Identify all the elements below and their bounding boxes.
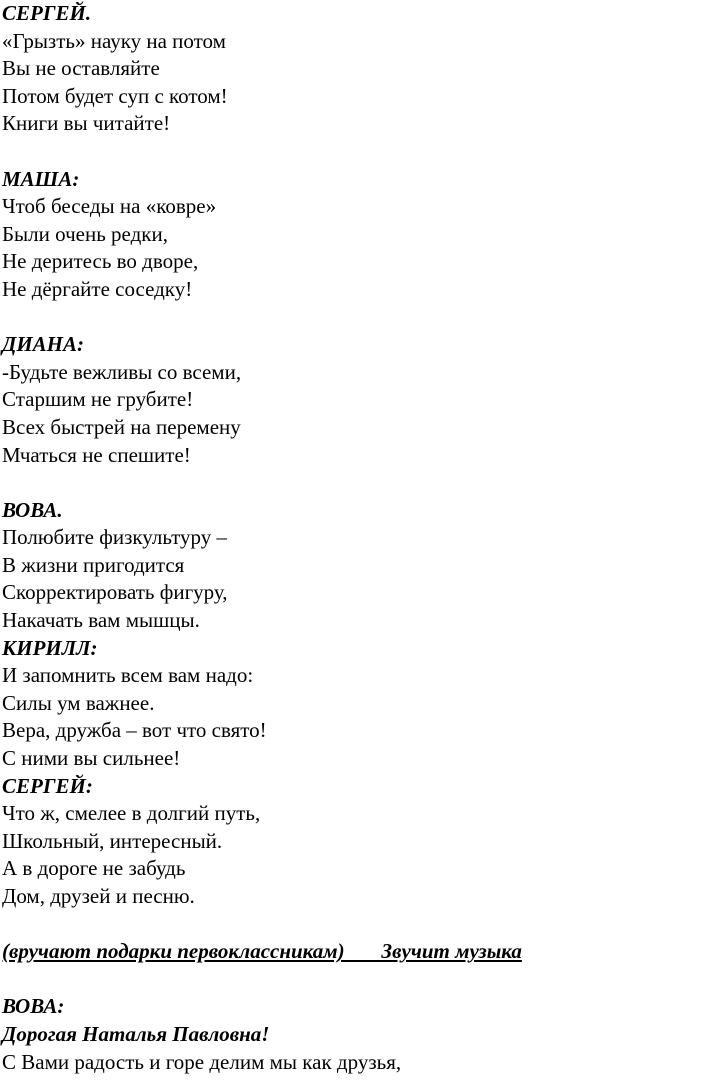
- verse-line: Полюбите физкультуру –: [2, 525, 227, 550]
- verse-line: -Будьте вежливы со всеми,: [2, 359, 242, 384]
- verse-line: Мчаться не спешите!: [2, 442, 191, 467]
- verse-line: Что ж, смелее в долгий путь,: [2, 801, 261, 826]
- blank-line: [2, 966, 702, 994]
- speaker-vova: ВОВА:: [2, 994, 65, 1019]
- speaker-vova: ВОВА.: [2, 497, 63, 522]
- document-page: [2, 0, 702, 1076]
- blank-line: [2, 911, 702, 939]
- blank-line: [2, 304, 702, 332]
- verse-line: Вы не оставляйте: [2, 56, 160, 81]
- speaker-diana: ДИАНА:: [2, 332, 85, 357]
- verse-line: Скорректировать фигуру,: [2, 580, 228, 605]
- verse-line: Не дёргайте соседку!: [2, 276, 193, 301]
- verse-line: Вера, дружба – вот что свято!: [2, 718, 267, 743]
- speaker-sergey: СЕРГЕЙ:: [2, 773, 93, 798]
- verse-line: Книги вы читайте!: [2, 111, 171, 136]
- verse-line: Дом, друзей и песню.: [2, 884, 195, 908]
- verse-line: С Вами радость и горе делим мы как друзья,: [2, 1049, 402, 1074]
- verse-line: С ними вы сильнее!: [2, 746, 181, 771]
- stage-direction: (вручают подарки первоклассникам) Звучит музыка: [2, 939, 522, 964]
- verse-line: Чтоб беседы на «ковре»: [2, 194, 217, 219]
- verse-line: В жизни пригодится: [2, 552, 185, 577]
- verse-line: «Грызть» науку на потом: [2, 28, 226, 53]
- speaker-kirill: КИРИЛЛ:: [2, 635, 98, 660]
- verse-line: Потом будет суп с котом!: [2, 83, 228, 108]
- verse-line: Были очень редки,: [2, 221, 168, 246]
- verse-line: Школьный, интересный.: [2, 828, 223, 853]
- address-line: Дорогая Наталья Павловна!: [2, 1021, 270, 1046]
- blank-line: [2, 469, 702, 497]
- verse-line: Всех быстрей на перемену: [2, 414, 241, 439]
- verse-line: Старшим не грубите!: [2, 387, 194, 412]
- verse-line: Накачать вам мышцы.: [2, 608, 200, 633]
- verse-line: А в дороге не забудь: [2, 856, 186, 881]
- verse-line: Не деритесь во дворе,: [2, 249, 199, 274]
- blank-line: [2, 138, 702, 166]
- verse-line: И запомнить всем вам надо:: [2, 663, 254, 688]
- speaker-sergey: СЕРГЕЙ.: [2, 1, 92, 25]
- speaker-masha: МАША:: [2, 166, 80, 191]
- verse-line: Силы ум важнее.: [2, 690, 155, 715]
